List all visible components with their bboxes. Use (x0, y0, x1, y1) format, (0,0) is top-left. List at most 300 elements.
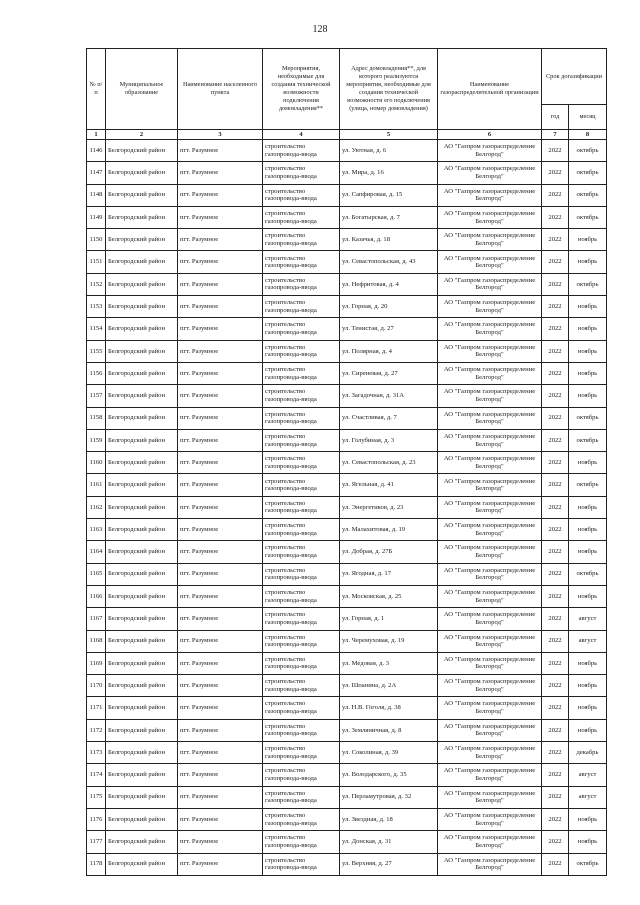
month-cell: август (569, 764, 607, 786)
measure-cell: строительство газопровода-ввода (263, 362, 340, 384)
table-row (87, 296, 607, 318)
organization-cell: АО "Газпром газораспределение Белгород" (438, 697, 542, 719)
month-cell: октябрь (569, 273, 607, 295)
year-cell: 2022 (542, 786, 569, 808)
organization-cell: АО "Газпром газораспределение Белгород" (438, 675, 542, 697)
municipality-cell: Белгородский район (106, 273, 178, 295)
table-row (87, 608, 607, 630)
municipality-cell: Белгородский район (106, 340, 178, 362)
table-row (87, 407, 607, 429)
organization-cell: АО "Газпром газораспределение Белгород" (438, 140, 542, 162)
table-row (87, 697, 607, 719)
organization-cell: АО "Газпром газораспределение Белгород" (438, 229, 542, 251)
organization-cell: АО "Газпром газораспределение Белгород" (438, 585, 542, 607)
settlement-cell: пгт. Разумное (178, 496, 263, 518)
row-number: 1178 (87, 853, 106, 875)
municipality-cell: Белгородский район (106, 184, 178, 206)
measure-cell: строительство газопровода-ввода (263, 385, 340, 407)
organization-cell: АО "Газпром газораспределение Белгород" (438, 541, 542, 563)
table-row (87, 140, 607, 162)
address-cell: ул. Земляничная, д. 8 (340, 719, 438, 741)
row-number: 1157 (87, 385, 106, 407)
row-number: 1152 (87, 273, 106, 295)
table-row (87, 786, 607, 808)
organization-cell: АО "Газпром газораспределение Белгород" (438, 608, 542, 630)
row-number: 1169 (87, 652, 106, 674)
address-cell: ул. Перламутровая, д. 32 (340, 786, 438, 808)
address-cell: ул. Голубиная, д. 3 (340, 429, 438, 451)
table-row (87, 251, 607, 273)
organization-cell: АО "Газпром газораспределение Белгород" (438, 296, 542, 318)
measure-cell: строительство газопровода-ввода (263, 519, 340, 541)
year-cell: 2022 (542, 162, 569, 184)
year-cell: 2022 (542, 140, 569, 162)
row-number: 1172 (87, 719, 106, 741)
table-row (87, 541, 607, 563)
municipality-cell: Белгородский район (106, 742, 178, 764)
municipality-cell: Белгородский район (106, 563, 178, 585)
address-cell: ул. Сапфировая, д. 15 (340, 184, 438, 206)
month-cell: октябрь (569, 184, 607, 206)
settlement-cell: пгт. Разумное (178, 764, 263, 786)
table-row (87, 273, 607, 295)
month-cell: ноябрь (569, 541, 607, 563)
year-cell: 2022 (542, 318, 569, 340)
month-cell: октябрь (569, 140, 607, 162)
municipality-cell: Белгородский район (106, 585, 178, 607)
settlement-cell: пгт. Разумное (178, 206, 263, 228)
column-number: 3 (178, 130, 263, 140)
year-cell: 2022 (542, 251, 569, 273)
row-number: 1147 (87, 162, 106, 184)
year-cell: 2022 (542, 273, 569, 295)
header-org: Наименование газораспределительной организации (438, 49, 542, 130)
organization-cell: АО "Газпром газораспределение Белгород" (438, 742, 542, 764)
year-cell: 2022 (542, 541, 569, 563)
organization-cell: АО "Газпром газораспределение Белгород" (438, 831, 542, 853)
municipality-cell: Белгородский район (106, 675, 178, 697)
row-number: 1155 (87, 340, 106, 362)
address-cell: ул. Горная, д. 1 (340, 608, 438, 630)
table-row (87, 162, 607, 184)
settlement-cell: пгт. Разумное (178, 162, 263, 184)
row-number: 1165 (87, 563, 106, 585)
table-row (87, 362, 607, 384)
address-cell: ул. Донская, д. 31 (340, 831, 438, 853)
organization-cell: АО "Газпром газораспределение Белгород" (438, 340, 542, 362)
settlement-cell: пгт. Разумное (178, 229, 263, 251)
year-cell: 2022 (542, 340, 569, 362)
table-row (87, 206, 607, 228)
column-number: 6 (438, 130, 542, 140)
municipality-cell: Белгородский район (106, 541, 178, 563)
measure-cell: строительство газопровода-ввода (263, 474, 340, 496)
municipality-cell: Белгородский район (106, 162, 178, 184)
row-number: 1163 (87, 519, 106, 541)
municipality-cell: Белгородский район (106, 474, 178, 496)
municipality-cell: Белгородский район (106, 452, 178, 474)
month-cell: ноябрь (569, 519, 607, 541)
organization-cell: АО "Газпром газораспределение Белгород" (438, 251, 542, 273)
settlement-cell: пгт. Разумное (178, 452, 263, 474)
settlement-cell: пгт. Разумное (178, 140, 263, 162)
measure-cell: строительство газопровода-ввода (263, 273, 340, 295)
organization-cell: АО "Газпром газораспределение Белгород" (438, 764, 542, 786)
organization-cell: АО "Газпром газораспределение Белгород" (438, 273, 542, 295)
table-row (87, 853, 607, 875)
page-number: 128 (312, 24, 328, 35)
address-cell: ул. Полярная, д. 4 (340, 340, 438, 362)
municipality-cell: Белгородский район (106, 608, 178, 630)
header-address: Адрес домовладения**, для которого реализуются мероприятия, необходимые для создания технической возможности его подключения (улица, номер домовладения) (340, 49, 438, 130)
municipality-cell: Белгородский район (106, 630, 178, 652)
header-settlement: Наименование населенного пункта (178, 49, 263, 130)
settlement-cell: пгт. Разумное (178, 675, 263, 697)
column-number: 1 (87, 130, 106, 140)
measure-cell: строительство газопровода-ввода (263, 697, 340, 719)
organization-cell: АО "Газпром газораспределение Белгород" (438, 808, 542, 830)
organization-cell: АО "Газпром газораспределение Белгород" (438, 519, 542, 541)
table-row (87, 229, 607, 251)
row-number: 1170 (87, 675, 106, 697)
address-cell: ул. Звездная, д. 18 (340, 808, 438, 830)
municipality-cell: Белгородский район (106, 719, 178, 741)
address-cell: ул. Черемуховая, д. 19 (340, 630, 438, 652)
measure-cell: строительство газопровода-ввода (263, 675, 340, 697)
month-cell: ноябрь (569, 831, 607, 853)
municipality-cell: Белгородский район (106, 496, 178, 518)
year-cell: 2022 (542, 452, 569, 474)
measure-cell: строительство газопровода-ввода (263, 184, 340, 206)
row-number: 1156 (87, 362, 106, 384)
table-body (87, 140, 607, 876)
year-cell: 2022 (542, 742, 569, 764)
month-cell: ноябрь (569, 496, 607, 518)
row-number: 1153 (87, 296, 106, 318)
row-number: 1168 (87, 630, 106, 652)
table-row (87, 630, 607, 652)
measure-cell: строительство газопровода-ввода (263, 296, 340, 318)
organization-cell: АО "Газпром газораспределение Белгород" (438, 563, 542, 585)
table-row (87, 474, 607, 496)
column-number: 7 (542, 130, 569, 140)
row-number: 1173 (87, 742, 106, 764)
settlement-cell: пгт. Разумное (178, 273, 263, 295)
table-row (87, 519, 607, 541)
row-number: 1174 (87, 764, 106, 786)
organization-cell: АО "Газпром газораспределение Белгород" (438, 385, 542, 407)
year-cell: 2022 (542, 652, 569, 674)
municipality-cell: Белгородский район (106, 318, 178, 340)
month-cell: август (569, 608, 607, 630)
organization-cell: АО "Газпром газораспределение Белгород" (438, 184, 542, 206)
address-cell: ул. Шпанина, д. 2А (340, 675, 438, 697)
measure-cell: строительство газопровода-ввода (263, 608, 340, 630)
settlement-cell: пгт. Разумное (178, 429, 263, 451)
table-row (87, 452, 607, 474)
municipality-cell: Белгородский район (106, 140, 178, 162)
settlement-cell: пгт. Разумное (178, 652, 263, 674)
table-row (87, 764, 607, 786)
municipality-cell: Белгородский район (106, 407, 178, 429)
organization-cell: АО "Газпром газораспределение Белгород" (438, 474, 542, 496)
column-number: 8 (569, 130, 607, 140)
settlement-cell: пгт. Разумное (178, 340, 263, 362)
measure-cell: строительство газопровода-ввода (263, 630, 340, 652)
measure-cell: строительство газопровода-ввода (263, 585, 340, 607)
year-cell: 2022 (542, 697, 569, 719)
address-cell: ул. Малахитовая, д. 19 (340, 519, 438, 541)
measure-cell: строительство газопровода-ввода (263, 340, 340, 362)
measure-cell: строительство газопровода-ввода (263, 496, 340, 518)
measure-cell: строительство газопровода-ввода (263, 719, 340, 741)
table-row (87, 808, 607, 830)
header-num: № п/п (87, 49, 106, 130)
settlement-cell: пгт. Разумное (178, 742, 263, 764)
address-cell: ул. Московская, д. 25 (340, 585, 438, 607)
address-cell: ул. Верхняя, д. 27 (340, 853, 438, 875)
address-cell: ул. Володарского, д. 35 (340, 764, 438, 786)
settlement-cell: пгт. Разумное (178, 585, 263, 607)
measure-cell: строительство газопровода-ввода (263, 162, 340, 184)
settlement-cell: пгт. Разумное (178, 719, 263, 741)
address-cell: ул. Горная, д. 20 (340, 296, 438, 318)
year-cell: 2022 (542, 585, 569, 607)
year-cell: 2022 (542, 675, 569, 697)
row-number: 1148 (87, 184, 106, 206)
organization-cell: АО "Газпром газораспределение Белгород" (438, 652, 542, 674)
month-cell: ноябрь (569, 362, 607, 384)
row-number: 1166 (87, 585, 106, 607)
municipality-cell: Белгородский район (106, 519, 178, 541)
table-row (87, 719, 607, 741)
row-number: 1150 (87, 229, 106, 251)
month-cell: ноябрь (569, 385, 607, 407)
table-row (87, 318, 607, 340)
organization-cell: АО "Газпром газораспределение Белгород" (438, 719, 542, 741)
address-cell: ул. Счастливая, д. 7 (340, 407, 438, 429)
month-cell: август (569, 786, 607, 808)
table-row (87, 742, 607, 764)
settlement-cell: пгт. Разумное (178, 541, 263, 563)
table-row (87, 385, 607, 407)
month-cell: октябрь (569, 563, 607, 585)
year-cell: 2022 (542, 764, 569, 786)
measure-cell: строительство газопровода-ввода (263, 206, 340, 228)
month-cell: октябрь (569, 206, 607, 228)
year-cell: 2022 (542, 229, 569, 251)
settlement-cell: пгт. Разумное (178, 563, 263, 585)
address-cell: ул. Соколиная, д. 39 (340, 742, 438, 764)
month-cell: декабрь (569, 742, 607, 764)
table-row (87, 184, 607, 206)
column-number: 2 (106, 130, 178, 140)
municipality-cell: Белгородский район (106, 786, 178, 808)
address-cell: ул. Казачья, д. 18 (340, 229, 438, 251)
month-cell: ноябрь (569, 229, 607, 251)
measure-cell: строительство газопровода-ввода (263, 140, 340, 162)
address-cell: ул. Н.В. Гоголя, д. 38 (340, 697, 438, 719)
year-cell: 2022 (542, 608, 569, 630)
address-cell: ул. Мира, д. 16 (340, 162, 438, 184)
header-deadline: Срок догазификации (542, 49, 607, 105)
organization-cell: АО "Газпром газораспределение Белгород" (438, 786, 542, 808)
organization-cell: АО "Газпром газораспределение Белгород" (438, 429, 542, 451)
year-cell: 2022 (542, 184, 569, 206)
row-number: 1177 (87, 831, 106, 853)
address-cell: ул. Добрая, д. 27Б (340, 541, 438, 563)
address-cell: ул. Севастопольская, д. 23 (340, 452, 438, 474)
row-number: 1171 (87, 697, 106, 719)
measure-cell: строительство газопровода-ввода (263, 407, 340, 429)
measure-cell: строительство газопровода-ввода (263, 452, 340, 474)
year-cell: 2022 (542, 719, 569, 741)
year-cell: 2022 (542, 385, 569, 407)
table-row (87, 563, 607, 585)
municipality-cell: Белгородский район (106, 385, 178, 407)
year-cell: 2022 (542, 206, 569, 228)
row-number: 1154 (87, 318, 106, 340)
municipality-cell: Белгородский район (106, 251, 178, 273)
settlement-cell: пгт. Разумное (178, 385, 263, 407)
month-cell: ноябрь (569, 585, 607, 607)
year-cell: 2022 (542, 407, 569, 429)
municipality-cell: Белгородский район (106, 697, 178, 719)
measure-cell: строительство газопровода-ввода (263, 429, 340, 451)
year-cell: 2022 (542, 630, 569, 652)
settlement-cell: пгт. Разумное (178, 251, 263, 273)
settlement-cell: пгт. Разумное (178, 474, 263, 496)
month-cell: ноябрь (569, 251, 607, 273)
municipality-cell: Белгородский район (106, 229, 178, 251)
year-cell: 2022 (542, 853, 569, 875)
settlement-cell: пгт. Разумное (178, 831, 263, 853)
header-measures: Мероприятия, необходимые для создания технической возможности подключения домовладения** (263, 49, 340, 130)
municipality-cell: Белгородский район (106, 831, 178, 853)
measure-cell: строительство газопровода-ввода (263, 318, 340, 340)
row-number: 1176 (87, 808, 106, 830)
measure-cell: строительство газопровода-ввода (263, 652, 340, 674)
organization-cell: АО "Газпром газораспределение Белгород" (438, 407, 542, 429)
measure-cell: строительство газопровода-ввода (263, 742, 340, 764)
measure-cell: строительство газопровода-ввода (263, 541, 340, 563)
row-number: 1160 (87, 452, 106, 474)
table-row (87, 340, 607, 362)
row-number: 1161 (87, 474, 106, 496)
settlement-cell: пгт. Разумное (178, 786, 263, 808)
address-cell: ул. Сиреневая, д. 27 (340, 362, 438, 384)
address-cell: ул. Севастопольская, д. 43 (340, 251, 438, 273)
settlement-cell: пгт. Разумное (178, 407, 263, 429)
municipality-cell: Белгородский район (106, 429, 178, 451)
address-cell: ул. Ягельная, д. 41 (340, 474, 438, 496)
address-cell: ул. Нефритовая, д. 4 (340, 273, 438, 295)
year-cell: 2022 (542, 496, 569, 518)
measure-cell: строительство газопровода-ввода (263, 853, 340, 875)
row-number: 1167 (87, 608, 106, 630)
year-cell: 2022 (542, 808, 569, 830)
month-cell: ноябрь (569, 340, 607, 362)
organization-cell: АО "Газпром газораспределение Белгород" (438, 496, 542, 518)
row-number: 1151 (87, 251, 106, 273)
address-cell: ул. Тенистая, д. 27 (340, 318, 438, 340)
measure-cell: строительство газопровода-ввода (263, 251, 340, 273)
municipality-cell: Белгородский район (106, 362, 178, 384)
table-row (87, 675, 607, 697)
measure-cell: строительство газопровода-ввода (263, 831, 340, 853)
month-cell: октябрь (569, 162, 607, 184)
header-year: год (542, 105, 569, 130)
month-cell: ноябрь (569, 318, 607, 340)
settlement-cell: пгт. Разумное (178, 697, 263, 719)
measure-cell: строительство газопровода-ввода (263, 764, 340, 786)
gasification-table (86, 48, 607, 876)
address-cell: ул. Уютная, д. 6 (340, 140, 438, 162)
year-cell: 2022 (542, 519, 569, 541)
organization-cell: АО "Газпром газораспределение Белгород" (438, 206, 542, 228)
month-cell: октябрь (569, 407, 607, 429)
month-cell: октябрь (569, 429, 607, 451)
organization-cell: АО "Газпром газораспределение Белгород" (438, 452, 542, 474)
year-cell: 2022 (542, 429, 569, 451)
table-row (87, 831, 607, 853)
measure-cell: строительство газопровода-ввода (263, 563, 340, 585)
year-cell: 2022 (542, 474, 569, 496)
row-number: 1164 (87, 541, 106, 563)
month-cell: ноябрь (569, 719, 607, 741)
table-row (87, 496, 607, 518)
settlement-cell: пгт. Разумное (178, 318, 263, 340)
measure-cell: строительство газопровода-ввода (263, 808, 340, 830)
month-cell: ноябрь (569, 452, 607, 474)
municipality-cell: Белгородский район (106, 764, 178, 786)
settlement-cell: пгт. Разумное (178, 630, 263, 652)
year-cell: 2022 (542, 296, 569, 318)
month-cell: ноябрь (569, 808, 607, 830)
measure-cell: строительство газопровода-ввода (263, 786, 340, 808)
table-row (87, 585, 607, 607)
address-cell: ул. Богатырская, д. 7 (340, 206, 438, 228)
settlement-cell: пгт. Разумное (178, 808, 263, 830)
month-cell: ноябрь (569, 652, 607, 674)
settlement-cell: пгт. Разумное (178, 362, 263, 384)
row-number: 1162 (87, 496, 106, 518)
month-cell: октябрь (569, 474, 607, 496)
address-cell: ул. Загадочная, д. 31А (340, 385, 438, 407)
organization-cell: АО "Газпром газораспределение Белгород" (438, 162, 542, 184)
header-municipality: Муниципальное образование (106, 49, 178, 130)
month-cell: ноябрь (569, 697, 607, 719)
settlement-cell: пгт. Разумное (178, 184, 263, 206)
municipality-cell: Белгородский район (106, 296, 178, 318)
municipality-cell: Белгородский район (106, 808, 178, 830)
table-row (87, 652, 607, 674)
address-cell: ул. Медовая, д. 3 (340, 652, 438, 674)
municipality-cell: Белгородский район (106, 853, 178, 875)
month-cell: ноябрь (569, 675, 607, 697)
column-number: 4 (263, 130, 340, 140)
row-number: 1149 (87, 206, 106, 228)
year-cell: 2022 (542, 362, 569, 384)
year-cell: 2022 (542, 831, 569, 853)
year-cell: 2022 (542, 563, 569, 585)
month-cell: август (569, 630, 607, 652)
settlement-cell: пгт. Разумное (178, 853, 263, 875)
address-cell: ул. Энергетиков, д. 23 (340, 496, 438, 518)
municipality-cell: Белгородский район (106, 206, 178, 228)
column-number: 5 (340, 130, 438, 140)
month-cell: октябрь (569, 853, 607, 875)
